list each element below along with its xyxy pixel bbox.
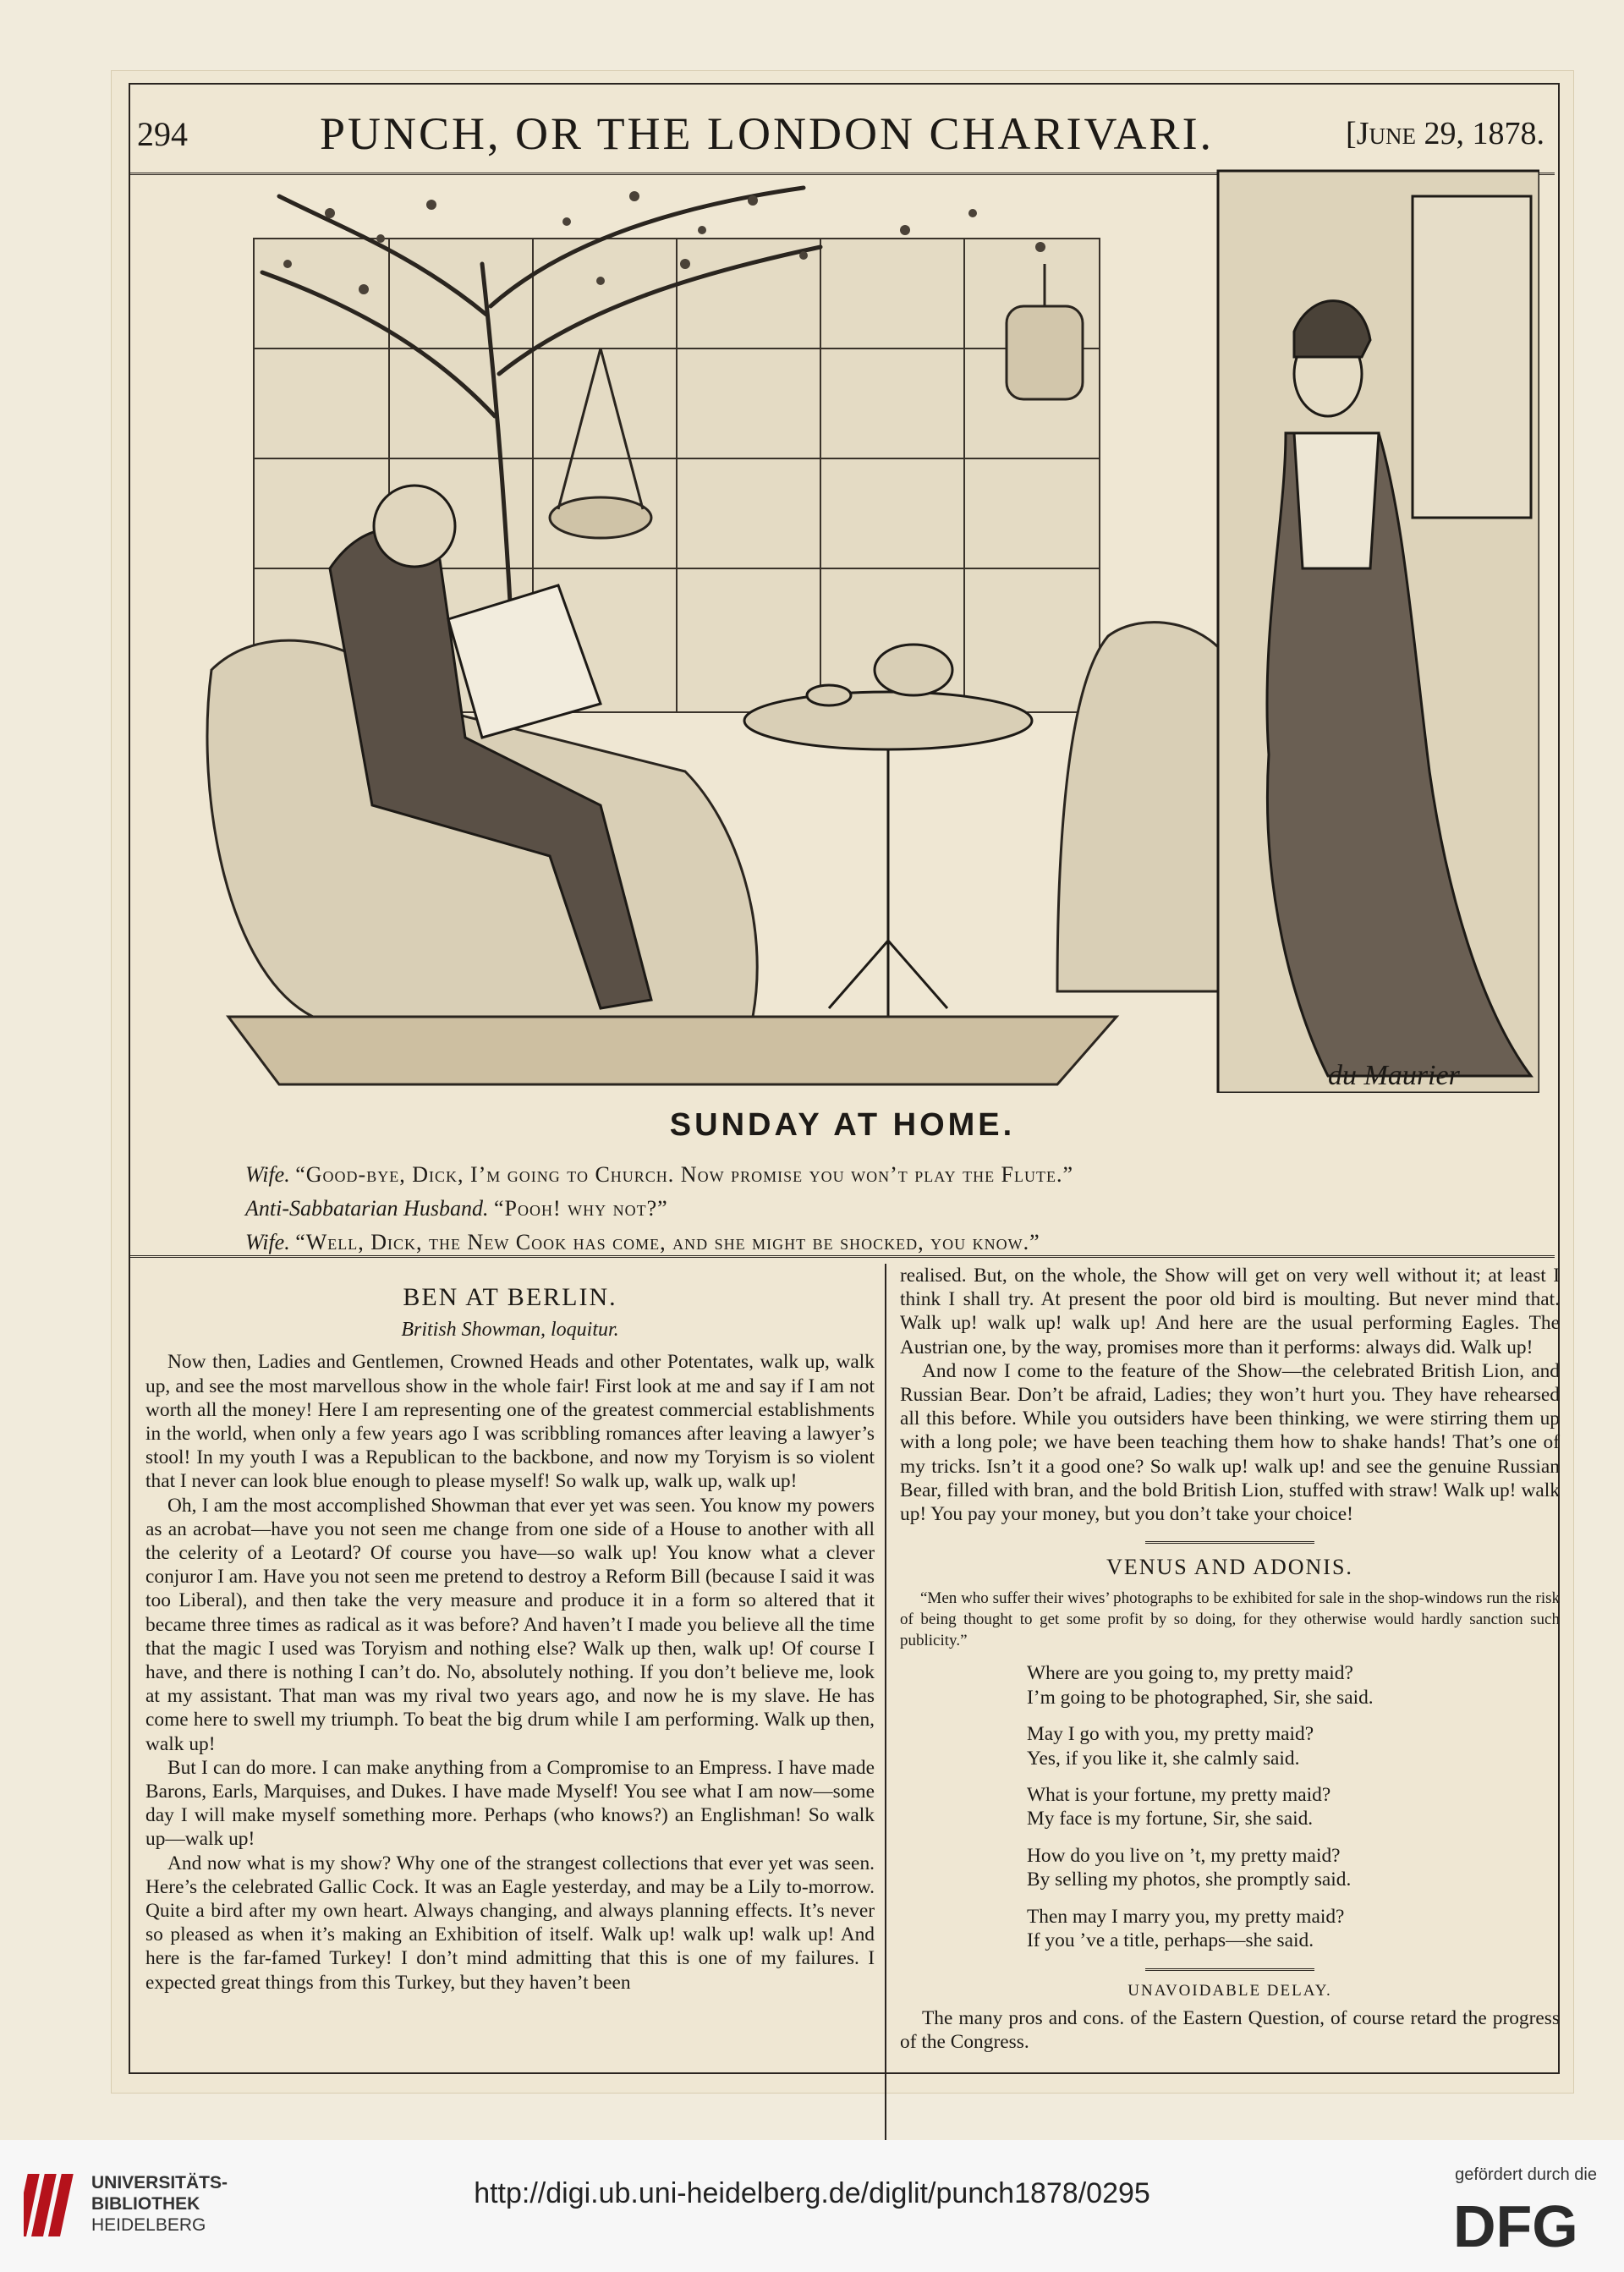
svg-text:DFG: DFG [1453,2194,1578,2253]
right-column [900,1264,1560,2054]
issue-date: [June 29, 1878. [1346,116,1544,151]
library-logo-icon [24,2169,83,2242]
epigraph: “Men who suffer their wives’ photographs to be exhibited for sale in the shop-windows run the risk of being thought to get some profit by so doing, for they otherwise would hardly sanction such publicity.” [900,1589,1560,1650]
cartoon-title: SUNDAY AT HOME. [669,1107,1016,1143]
stanza: Where are you going to, my pretty maid? I’m going to be photographed, Sir, she said. [1027,1662,1374,1709]
cartoon-illustration [161,162,1539,1093]
stanza: How do you live on ’t, my pretty maid? By selling my photos, she promptly said. [1027,1844,1352,1891]
paragraph: But I can do more. I can make anything from a Compromise to an Empress. I have made Barons, Earls, Marquises, and Dukes. I have made Myself! You see what I am now—some day I will make myself something more. Perhaps (who knows?) an Englishman! So walk up—walk up! [145,1756,875,1851]
column-rule [885,1264,886,2152]
short-rule [1145,1541,1314,1544]
dfg-logo-icon [1453,2194,1597,2253]
paragraph: The many pros and cons. of the Eastern Question, of course retard the progress of the Congress. [900,2006,1560,2053]
verse [1027,1661,1560,1952]
left-column [145,1264,875,1995]
article-title-venus-and-adonis: VENUS AND ADONIS. [1106,1555,1353,1580]
stanza: Then may I marry you, my pretty maid? If you ’ve a title, perhaps—she said. [1027,1905,1345,1952]
artist-signature: du Maurier [1328,1060,1460,1091]
cartoon-caption [245,1158,1514,1259]
permalink-url[interactable]: http://digi.ub.uni-heidelberg.de/diglit/punch1878/0295 [474,2177,1150,2209]
article-subtitle: British Showman, loquitur. [401,1319,619,1342]
paragraph: Now then, Ladies and Gentlemen, Crowned Heads and other Potentates, walk up, walk up, and see the most marvellous show in the whole fair! First look at me and say if I am not worth all the money! Here I am representing one of the greatest commercial establishments in the world, when only a few years ago I was scribbling romances after leaving a lawyer’s stool! In my youth I was a Republican to the backbone, and now my Toryism is so violent that I never can look blue enough to please myself! So walk up, walk up, walk up! [145,1351,875,1493]
masthead-title: PUNCH, OR THE LONDON CHARIVARI. [319,108,1215,159]
page-number: 294 [137,114,188,153]
funder-caption: gefördert durch die [1455,2165,1597,2184]
stanza: May I go with you, my pretty maid? Yes, if you like it, she calmly said. [1027,1723,1314,1770]
paragraph: And now what is my show? Why one of the strangest collections that ever yet was seen. Here’s the celebrated Gallic Cock. It was an Eagle yesterday, and may be a Lily to-morrow. Quite a bird after my own heart. Always changing, and always planning effects. It’s never so pleased as when it’s making an Exhibition of itself. Walk up! walk up! walk up! And here is the far-famed Turkey! I don’t mind admitting that this is one of my failures. I expected great things from this Turkey, but they haven’t been [145,1852,875,1994]
article-title-ben-at-berlin: BEN AT BERLIN. [403,1283,617,1311]
caption-line-3: Wife. “Well, Dick, the New Cook has come, and she might be shocked, you know.” [245,1230,1040,1254]
caption-line-1: Wife. “Good-bye, Dick, I’m going to Church. Now promise you won’t play the Flute.” [245,1162,1074,1187]
paragraph: And now I come to the feature of the Show—the celebrated British Lion, and Russian Bear. Don’t be afraid, Ladies; they won’t hurt you. They have rehearsed all this before. While you outsiders have been thinking, we were stirring them up with a long pole; we have been teaching them how to shake hands! That’s one of my tricks. Isn’t it a good one? So walk up! walk up! and see the genuine Russian Bear, filled with bran, and the bold British Lion, stuffed with straw! Walk up! walk up! You pay your money, but you don’t take your choice! [900,1359,1560,1526]
caption-line-2: Anti-Sabbatarian Husband. “Pooh! why not?” [245,1196,668,1221]
library-name: UNIVERSITÄTS- BIBLIOTHEK HEIDELBERG [91,2173,228,2235]
short-rule [1145,1968,1314,1971]
stanza: What is your fortune, my pretty maid? My face is my fortune, Sir, she said. [1027,1784,1331,1830]
paragraph: Oh, I am the most accomplished Showman that ever yet was seen. You know my powers as an acrobat—have you not seen me change from one side of a House to another with all the celerity of a Leotard? Of course you have—so walk up! You know what a clever conjuror I am. Have you not seen me pretend to destroy a Reform Bill (because I said it was too Liberal), and then take the very measure and produce it in a form so altered that it became three times as radical as it was before? And haven’t I made you believe all the time that the magic I used was Toryism and nothing else? Walk up then, walk up! Of course I have, and there is nothing I can’t do. No, absolutely nothing. If you don’t believe me, look at my assistant. That man was my rival two years ago, and now he is my slave. He has come here to swell my triumph. To beat the big drum while I am performing. Walk up then, walk up! [145,1494,875,1755]
paragraph-continued: realised. But, on the whole, the Show will get on very well without it; at least I think I shall try. At present the poor old bird is moulting. But never mind that. Walk up! walk up! walk up! And here are the usual performing Eagles. The Austrian one, by the way, promises more than it performs: always did. Walk up! [900,1265,1560,1358]
newspaper-page [112,71,1573,2093]
article-title-unavoidable-delay: UNAVOIDABLE DELAY. [1127,1981,1332,2000]
viewer-footer [0,2140,1624,2272]
section-divider [130,1255,1555,1258]
